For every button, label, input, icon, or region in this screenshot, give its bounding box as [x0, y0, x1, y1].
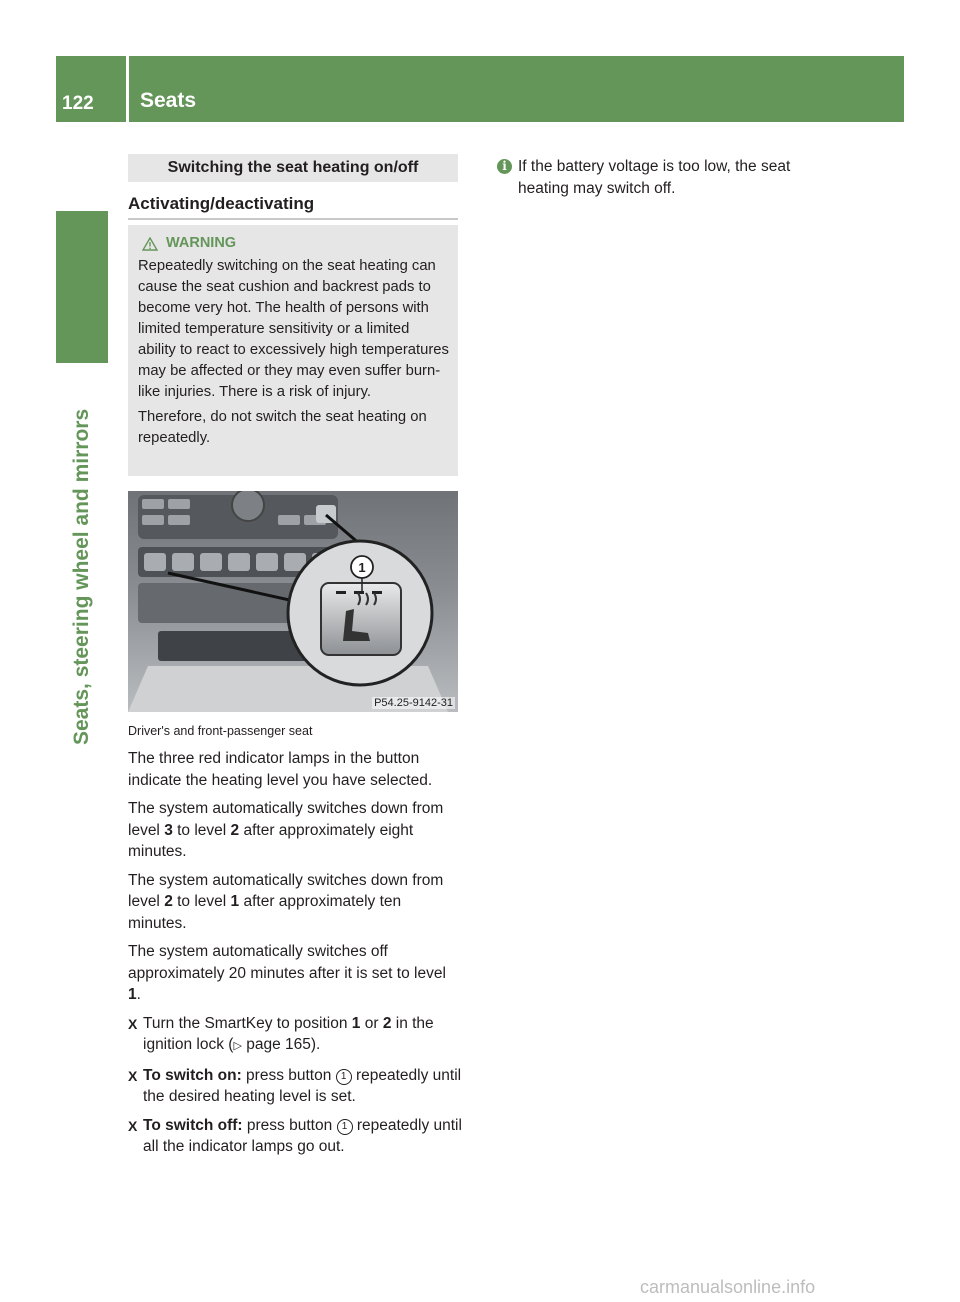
- instruction-step: X Turn the SmartKey to position 1 or 2 in the ignition lock (▷ page 165).: [128, 1013, 462, 1058]
- side-tab: [56, 211, 108, 363]
- page-number: 122: [62, 93, 94, 114]
- seat-heating-button-photo: [128, 491, 458, 712]
- sub-heading: Activating/deactivating: [128, 194, 458, 220]
- warning-paragraph: Repeatedly switching on the seat heating can cause the seat cushion and backrest pads to become very hot. The health of persons with limited temperature sensitivity or a limited ability to react to excessively high temperatures may be affected or they may even suffer burn-like injuries. There is a risk of injury.: [138, 258, 449, 400]
- paragraph: The system automatically switches down from level 2 to level 1 after approximately ten minutes.: [128, 871, 444, 932]
- section-heading: Switching the seat heating on/off: [128, 154, 458, 182]
- figure-caption: Driver's and front-passenger seat: [128, 724, 313, 738]
- page-reference-link[interactable]: page 165).: [241, 1036, 321, 1053]
- console-illustration: [128, 491, 458, 712]
- warning-triangle-icon: [142, 237, 158, 251]
- chapter-side-label: Seats, steering wheel and mirrors: [70, 408, 93, 745]
- paragraph: The system automatically switches off approximately 20 minutes after it is set to level 1.: [128, 943, 446, 1003]
- warning-title: WARNING: [166, 235, 237, 251]
- paragraph: The three red indicator lamps in the button indicate the heating level you have selected.: [128, 750, 433, 789]
- body-text: [128, 748, 462, 1165]
- warning-header: [142, 233, 450, 254]
- step-marker-icon: X: [128, 1015, 138, 1032]
- instruction-step: X To switch off: press button 1 repeatedly until all the indicator lamps go out.: [128, 1115, 462, 1158]
- step-marker-icon: X: [128, 1067, 138, 1084]
- info-icon: i: [497, 159, 512, 174]
- section-title: Seats: [140, 89, 197, 112]
- warning-paragraph: Therefore, do not switch the seat heating on repeatedly.: [138, 409, 427, 446]
- watermark: carmanualsonline.info: [640, 1277, 816, 1297]
- figure-code: P54.25-9142-31: [374, 697, 453, 709]
- header-divider: [126, 56, 129, 122]
- warning-box: [128, 225, 458, 476]
- page-reference-arrow-icon: ▷: [233, 1040, 242, 1052]
- step-marker-icon: X: [128, 1117, 138, 1134]
- figure-callout: 1: [358, 560, 366, 575]
- paragraph: The system automatically switches down from level 3 to level 2 after approximately eight minutes.: [128, 800, 444, 860]
- info-text: If the battery voltage is too low, the seat heating may switch off.: [518, 158, 791, 197]
- info-note: [497, 156, 827, 199]
- callout-number-icon: 1: [337, 1119, 353, 1135]
- instruction-step: X To switch on: press button 1 repeatedly until the desired heating level is set.: [128, 1065, 462, 1108]
- callout-number-icon: 1: [336, 1069, 352, 1085]
